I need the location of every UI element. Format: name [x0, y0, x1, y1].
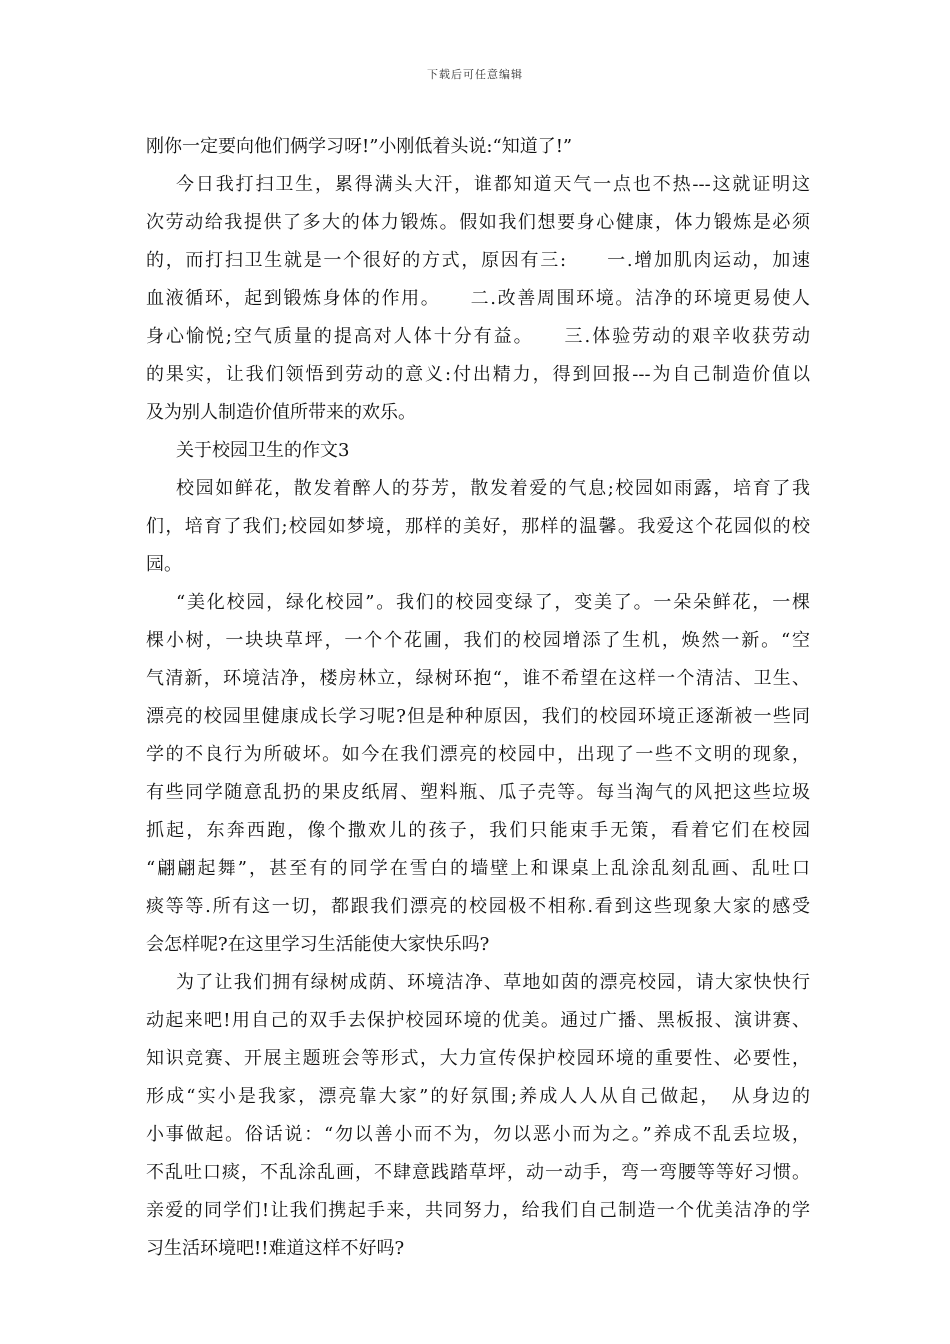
text-line: 园。 [146, 554, 182, 575]
text-line: 知识竞赛、开展主题班会等形式，大力宣传保护校园环境的重要性、必要性， [146, 1048, 810, 1069]
text-line: 血液循环，起到锻炼身体的作用。 二.改善周围环境。洁净的环境更易使人 [146, 288, 810, 309]
text-line: 动起来吧!用自己的双手去保护校园环境的优美。通过广播、黑板报、演讲赛、 [146, 1010, 810, 1031]
text-line: 抓起，东奔西跑，像个撒欢儿的孩子，我们只能束手无策，看着它们在校园 [146, 820, 810, 841]
text-line: 刚你一定要向他们俩学习呀!”小刚低着头说:“知道了!” [146, 136, 573, 157]
text-line: 不乱吐口痰，不乱涂乱画，不肆意践踏草坪，动一动手，弯一弯腰等等好习惯。 [146, 1162, 810, 1183]
text-line: 形成“实小是我家，漂亮靠大家”的好氛围;养成人人从自己做起， 从身边的 [146, 1086, 810, 1107]
text-line: 学的不良行为所破坏。如今在我们漂亮的校园中，出现了一些不文明的现象， [146, 744, 810, 765]
text-line: 习生活环境吧!!难道这样不好吗? [146, 1238, 405, 1259]
text-line: 的，而打扫卫生就是一个很好的方式，原因有三: 一.增加肌肉运动，加速 [146, 250, 810, 271]
text-line: 身心愉悦;空气质量的提高对人体十分有益。 三.体验劳动的艰辛收获劳动 [146, 326, 810, 347]
text-line: 亲爱的同学们!让我们携起手来，共同努力，给我们自己制造一个优美洁净的学 [146, 1200, 810, 1221]
text-line: 会怎样呢?在这里学习生活能使大家快乐吗? [146, 934, 490, 955]
text-line: 次劳动给我提供了多大的体力锻炼。假如我们想要身心健康，体力锻炼是必须 [146, 212, 810, 233]
text-line: 的果实，让我们领悟到劳动的意义:付出精力，得到回报---为自己制造价值以 [146, 364, 810, 385]
text-line: 为了让我们拥有绿树成荫、环境洁净、草地如茵的漂亮校园，请大家快快行 [176, 972, 810, 993]
document-body [146, 128, 810, 1268]
text-line: 小事做起。俗话说：“勿以善小而不为，勿以恶小而为之。”养成不乱丢垃圾， [146, 1124, 810, 1145]
text-line: 气清新，环境洁净，楼房林立，绿树环抱“，谁不希望在这样一个清洁、卫生、 [146, 668, 810, 689]
text-line: 漂亮的校园里健康成长学习呢?但是种种原因，我们的校园环境正逐渐被一些同 [146, 706, 810, 727]
text-line: 们，培育了我们;校园如梦境，那样的美好，那样的温馨。我爱这个花园似的校 [146, 516, 810, 537]
text-line: 有些同学随意乱扔的果皮纸屑、塑料瓶、瓜子壳等。每当淘气的风把这些垃圾 [146, 782, 810, 803]
page-header: 下载后可任意编辑 [427, 68, 523, 81]
text-line: 痰等等.所有这一切，都跟我们漂亮的校园极不相称.看到这些现象大家的感受 [146, 896, 810, 917]
text-line: 关于校园卫生的作文3 [176, 440, 350, 461]
text-line: 今日我打扫卫生，累得满头大汗，谁都知道天气一点也不热---这就证明这 [176, 174, 810, 195]
text-line: 校园如鲜花，散发着醉人的芬芳，散发着爱的气息;校园如雨露，培育了我 [176, 478, 810, 499]
text-line: “翩翩起舞”，甚至有的同学在雪白的墙壁上和课桌上乱涂乱刻乱画、乱吐口 [146, 858, 810, 879]
text-line: 及为别人制造价值所带来的欢乐。 [146, 402, 416, 423]
text-line: “美化校园，绿化校园”。我们的校园变绿了，变美了。一朵朵鲜花，一棵 [176, 592, 810, 613]
text-line: 棵小树，一块块草坪，一个个花圃，我们的校园增添了生机，焕然一新。“空 [146, 630, 810, 651]
